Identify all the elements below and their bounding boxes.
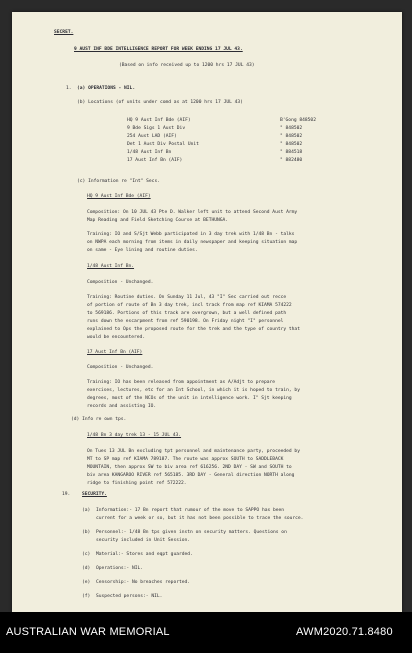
paragraph-line: exercises, lectures, etc for an Int School, in which it is hoped to train, by	[87, 388, 300, 393]
paragraph-line: ridge to finishing point ref 572222.	[87, 481, 187, 486]
location-unit: 1/48 Aust Inf Bn	[127, 150, 172, 155]
paragraph-line: Suspected persons:- NIL.	[96, 594, 163, 599]
location-grid: B'Gong 848502	[280, 118, 316, 123]
document-subtitle: (Based on info received up to 1200 hrs 17 JUL 43)	[119, 63, 255, 68]
section-number: 19.	[62, 492, 71, 497]
paragraph-line: Training: Routine duties. On Sunday 11 Jul, 43 "I" Sec carried out recce	[87, 295, 287, 300]
paragraph-line: Personnel:- 1/48 Bn tps given instn on security matters. Questions on	[96, 530, 287, 535]
paragraph-line: Training: IO and S/Sjt Webb participated in 3 day trek with 1/48 Bn - talks	[87, 232, 295, 237]
paragraph-line: would be encountered.	[87, 335, 146, 340]
bn48-composition: Composition - Unchanged.	[87, 280, 154, 285]
paragraph-line: Information:- 17 Bn report that rumour of the move to SAPPO has been	[96, 508, 285, 513]
footer-institution: AUSTRALIAN WAR MEMORIAL	[6, 626, 170, 638]
location-unit: 254 Aust LAD (AIF)	[127, 134, 177, 139]
security-key: (a)	[82, 508, 91, 513]
trek-heading: 1/48 Bn 3 day trek 13 - 15 JUL 43.	[87, 433, 182, 438]
paragraph-line: records and assisting IO.	[87, 404, 157, 409]
paragraph-line: Training: IO has been released from appointment as A/Adjt to prepare	[87, 380, 276, 385]
hq-heading: HQ 9 Aust Inf Bde (AIF)	[87, 194, 151, 199]
paragraph-line: current for a week or so, but it has not been possible to trace the source.	[96, 516, 304, 521]
location-unit: Det 1 Aust Div Postal Unit	[127, 142, 199, 147]
security-key: (d)	[82, 566, 91, 571]
location-grid: " 848502	[280, 126, 303, 131]
own-tps-heading: (d) Info re own tps.	[71, 417, 127, 422]
security-key: (e)	[82, 580, 91, 585]
secret-marking: SECRET.	[54, 30, 74, 35]
paragraph-line: runs down the escarpment from ref 590198. On Friday night "I" personnel	[87, 319, 284, 324]
location-unit: 17 Aust Inf Bn (AIF)	[127, 158, 183, 163]
security-key: (c)	[82, 552, 91, 557]
paragraph-line: MOUNTAIN, then approx SW to biv area ref 616256. 2ND DAY - SW and SOUTH to	[87, 465, 292, 470]
document-title: 9 AUST INF BDE INTELLIGENCE REPORT FOR WEEK ENDING 17 JUL 43.	[74, 47, 243, 52]
location-grid: " 848502	[280, 134, 303, 139]
location-grid: " 848502	[280, 142, 303, 147]
int-secs-heading: (c) Information re "Int" Secs.	[77, 179, 160, 184]
paragraph-line: Censorship:- No breaches reported.	[96, 580, 191, 585]
paragraph-line: on NWPA each morning from items in daily newspaper and keeping situation map	[87, 240, 298, 245]
security-key: (b)	[82, 530, 91, 535]
bn17-heading: 17 Aust Inf Bn (AIF)	[87, 350, 143, 355]
paragraph-line: explained to Ops the proposed route for the trek and the type of country that	[87, 327, 300, 332]
document-page	[12, 12, 402, 612]
paragraph-line: degrees, most of the NCOs of the unit in intelligence work. I" Sjt keeping	[87, 396, 292, 401]
locations-heading: (b) Locations (of units under comd as at 1200 hrs 17 JUL 43)	[77, 100, 243, 105]
section-number: 1.	[66, 86, 72, 91]
location-grid: " 882480	[280, 158, 303, 163]
paragraph-line: MT to SP map ref KIAMA 789187. The route was approx SOUTH to SADDLEBACK	[87, 457, 284, 462]
paragraph-line: On Tues 13 JUL Bn excluding tpt personnel and maintenance party, proceeded by	[87, 449, 300, 454]
footer-accession-number: AWM2020.71.8480	[296, 626, 393, 638]
bn48-heading: 1/48 Aust Inf Bn.	[87, 264, 135, 269]
paragraph-line: Map Reading and Field Sketching Course at BETHUNGA.	[87, 218, 229, 223]
paragraph-line: Material:- Stores and eqpt guarded.	[96, 552, 193, 557]
location-unit: 9 Bde Sigs 1 Aust Div	[127, 126, 186, 131]
location-grid: " 884518	[280, 150, 303, 155]
security-key: (f)	[82, 594, 91, 599]
paragraph-line: to 569186. Portions of this track are overgrown, but a well defined path	[87, 311, 287, 316]
paragraph-line: Operations:- NIL.	[96, 566, 144, 571]
security-heading: SECURITY.	[82, 492, 107, 497]
paragraph-line: of portion of route of Bn 3 day trek, incl track from map ref KIAMA 574222	[87, 303, 292, 308]
operations-heading: (a) OPERATIONS - NIL.	[77, 86, 136, 91]
footer-bar	[0, 612, 412, 653]
paragraph-line: Composition: On 10 JUL 43 Pte D. Walker left unit to attend Second Aust Army	[87, 210, 298, 215]
location-unit: HQ 9 Aust Inf Bde (AIF)	[127, 118, 191, 123]
paragraph-line: biv area KANGAROO RIVER ref 565185. 3RD DAY - General direction NORTH along	[87, 473, 295, 478]
paragraph-line: on same - Eye lining and routine duties.	[87, 248, 198, 253]
paragraph-line: security included in Unit Session.	[96, 538, 191, 543]
bn17-composition: Composition - Unchanged.	[87, 365, 154, 370]
